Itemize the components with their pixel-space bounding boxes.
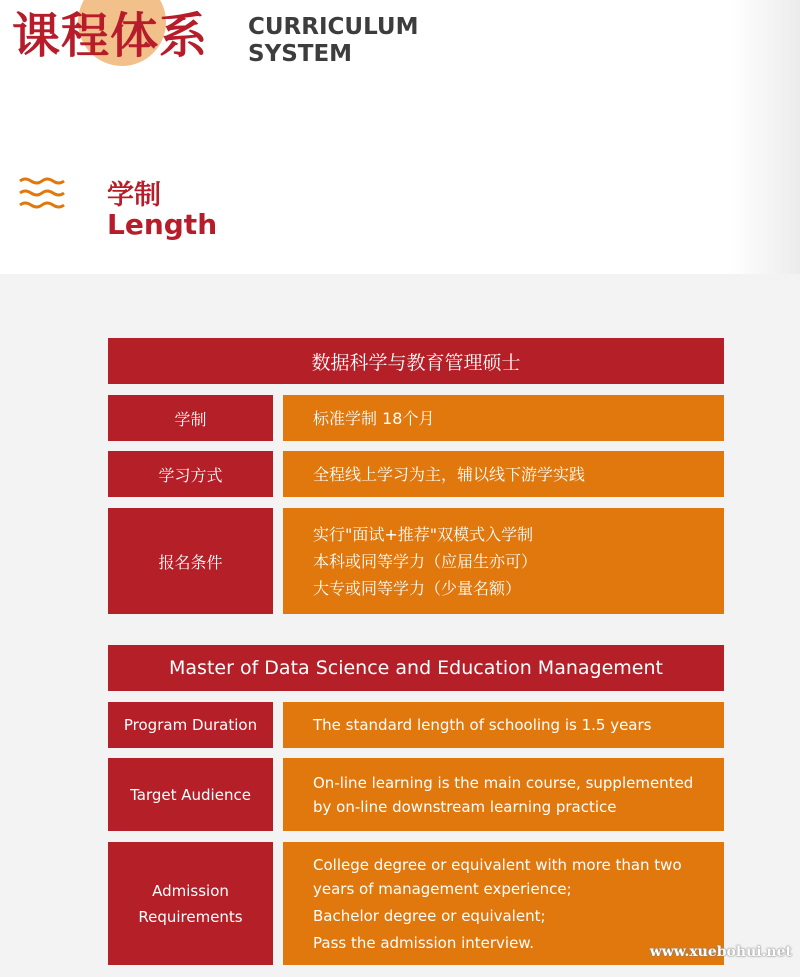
- value-line: 大专或同等学力（少量名额）: [313, 578, 522, 598]
- row-label-admission: [108, 842, 273, 965]
- value-line: College degree or equivalent with more than two years of management experience;: [313, 855, 682, 898]
- value-line: Pass the admission interview.: [313, 933, 534, 952]
- value-line: On-line learning is the main course, supplemented by on-line downstream learning practice: [313, 773, 694, 816]
- value-line: 本科或同等学力（应届生亦可）: [313, 551, 538, 571]
- value-line: 全程线上学习为主，辅以线下游学实践: [313, 464, 586, 484]
- label-line: Admission: [152, 881, 229, 900]
- row-label-target-audience: Target Audience: [108, 758, 273, 831]
- header-area: [0, 0, 800, 274]
- table-en-header: Master of Data Science and Education Management: [108, 645, 724, 691]
- value-line: 实行"面试+推荐"双模式入学制: [313, 524, 534, 544]
- value-line: The standard length of schooling is 1.5 years: [313, 716, 652, 734]
- page-title-cn: 课程体系: [12, 8, 209, 64]
- table-cn-header: 数据科学与教育管理硕士: [108, 338, 724, 384]
- page-title-en-line2: SYSTEM: [248, 41, 353, 67]
- value-line: Bachelor degree or equivalent;: [313, 906, 546, 925]
- row-value-length: [283, 395, 724, 441]
- section-title-en: Length: [107, 208, 218, 241]
- page-title-en: [248, 14, 419, 68]
- page-title-en-line1: CURRICULUM: [248, 14, 419, 40]
- row-value-requirements: [283, 508, 724, 614]
- edge-shadow: [730, 0, 800, 274]
- section-title-cn: 学制: [107, 180, 161, 211]
- row-label-requirements: 报名条件: [108, 508, 273, 614]
- row-value-target-audience: [283, 758, 724, 831]
- row-value-program-duration: [283, 702, 724, 748]
- row-label-program-duration: Program Duration: [108, 702, 273, 748]
- wave-lines-icon: [18, 176, 66, 212]
- row-label-study-mode: 学习方式: [108, 451, 273, 497]
- watermark: www.xuebohui.net: [649, 944, 792, 960]
- value-line: 标准学制 18个月: [313, 408, 435, 428]
- row-label-length: 学制: [108, 395, 273, 441]
- label-line: Requirements: [138, 907, 243, 926]
- row-value-study-mode: [283, 451, 724, 497]
